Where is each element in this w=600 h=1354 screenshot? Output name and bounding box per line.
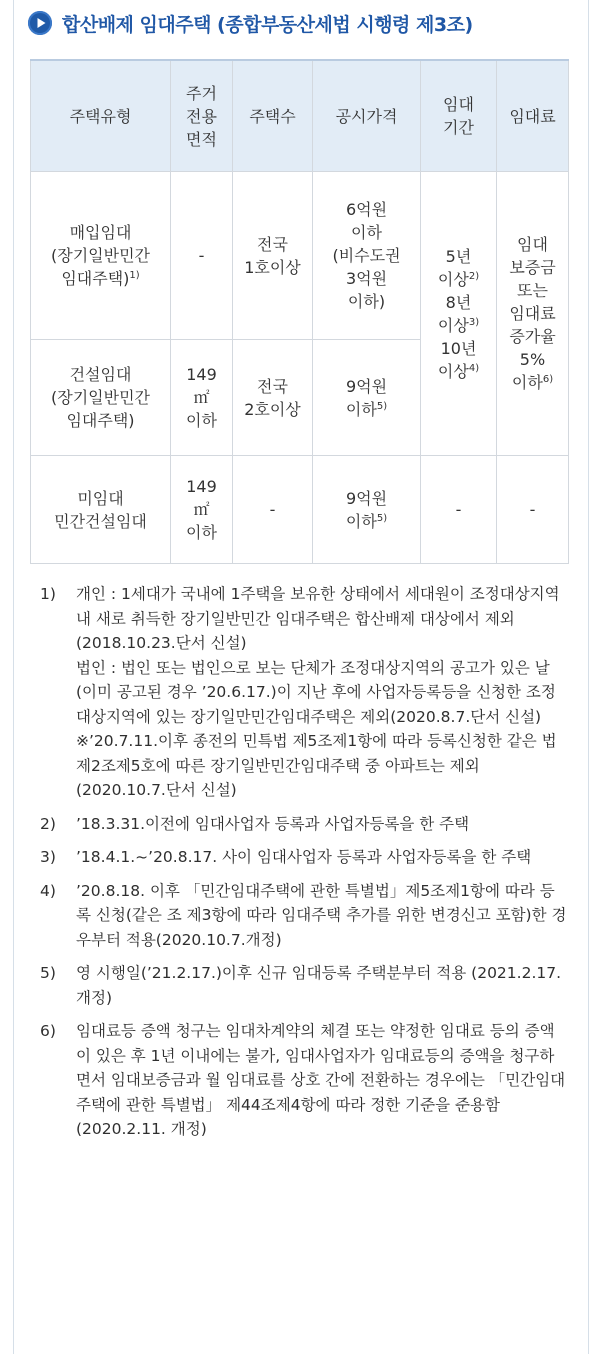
table-row bbox=[31, 172, 569, 340]
footnote-paragraph: ※’20.7.11.이후 종전의 민특법 제5조제1항에 따라 등록신청한 같은 법 제2조제5호에 따른 장기일반민간임대주택 중 아파트는 제외(2020.10.7.단서 신설) bbox=[76, 732, 557, 799]
footnote-text bbox=[76, 845, 568, 870]
cell-count: 전국 2호이상 bbox=[233, 340, 313, 456]
period-line: 8년 bbox=[445, 292, 472, 312]
play-circle-icon bbox=[28, 11, 52, 35]
footnote-paragraph: 영 시행일(’21.2.17.)이후 신규 임대등록 주택분부터 적용 (2021.2.17.개정) bbox=[76, 964, 562, 1007]
cell-price: 6억원 이하 (비수도권 3억원 이하) bbox=[313, 172, 421, 340]
footnote-paragraph: 임대료등 증액 청구는 임대차계약의 체결 또는 약정한 임대료 등의 증액이 있은 후 1년 이내에는 불가, 임대사업자가 임대료등의 증액을 청구하면서 임대보증금과 월 임대료를 상호 간에 전환하는 경우에는 「민간임대주택에 관한 특별법」 제44조제4항에 따라 정한 기준을 준용함(2020.2.11. 개정) bbox=[76, 1022, 566, 1138]
period-line: 이상$^{3)}$ bbox=[437, 315, 480, 335]
footnote-item bbox=[40, 845, 568, 870]
period-line: 10년 bbox=[440, 338, 477, 358]
footnote-text bbox=[76, 961, 568, 1010]
footnote-text bbox=[76, 582, 568, 803]
footnote-number: 1) bbox=[40, 585, 56, 603]
cell-price: 9억원 이하$^{5)}$ bbox=[313, 340, 421, 456]
footnote-number: 5) bbox=[40, 964, 56, 982]
section-title: 합산배제 임대주택 (종합부동산세법 시행령 제3조) bbox=[62, 13, 473, 36]
table-header-row bbox=[31, 60, 569, 172]
period-line: 이상$^{2)}$ bbox=[437, 269, 480, 289]
footnote-text bbox=[76, 1019, 568, 1142]
footnote-item bbox=[40, 879, 568, 953]
cell-area: - bbox=[171, 172, 233, 340]
footnotes bbox=[40, 582, 568, 1151]
header-house-count: 주택수 bbox=[233, 60, 313, 172]
cell-period-merged bbox=[421, 172, 497, 456]
header-rent: 임대료 bbox=[497, 60, 569, 172]
footnote-item bbox=[40, 582, 568, 803]
header-price: 공시가격 bbox=[313, 60, 421, 172]
period-line: 5년 bbox=[445, 246, 472, 266]
table-row bbox=[31, 456, 569, 564]
section-header bbox=[28, 6, 473, 40]
header-housing-type: 주택유형 bbox=[31, 60, 171, 172]
cell-rent: - bbox=[497, 456, 569, 564]
footnote-paragraph: ’18.3.31.이전에 임대사업자 등록과 사업자등록을 한 주택 bbox=[76, 814, 470, 833]
rental-housing-table bbox=[30, 59, 569, 564]
footnote-text bbox=[76, 879, 568, 953]
footnote-item bbox=[40, 961, 568, 1010]
cell-rent-merged: 임대 보증금 또는 임대료 증가율 5% 이하$^{6)}$ bbox=[497, 172, 569, 456]
period-line: 이상$^{4)}$ bbox=[437, 361, 480, 381]
footnote-paragraph: ’20.8.18. 이후 「민간임대주택에 관한 특별법」제5조제1항에 따라 등록 신청(같은 조 제3항에 따라 임대주택 추가를 위한 변경신고 포함)한 경우부터 적용(2020.10.7.개정) bbox=[76, 881, 567, 949]
footnote-item bbox=[40, 812, 568, 837]
cell-type: 미임대 민간건설임대 bbox=[31, 456, 171, 564]
footnote-number: 4) bbox=[40, 881, 56, 900]
footnote-number: 6) bbox=[40, 1022, 56, 1040]
cell-area: 149 ㎡ 이하 bbox=[171, 456, 233, 564]
header-area: 주거 전용 면적 bbox=[171, 60, 233, 172]
header-period: 임대 기간 bbox=[421, 60, 497, 172]
footnote-text bbox=[76, 812, 568, 837]
cell-type: 건설임대 (장기일반민간 임대주택) bbox=[31, 340, 171, 456]
cell-count: - bbox=[233, 456, 313, 564]
footnote-paragraph: 개인 : 1세대가 국내에 1주택을 보유한 상태에서 세대원이 조정대상지역 내 새로 취득한 장기일반민간 임대주택은 합산배제 대상에서 제외(2018.10.23.단서 신설) bbox=[76, 585, 560, 652]
cell-area: 149 ㎡ 이하 bbox=[171, 340, 233, 456]
cell-period: - bbox=[421, 456, 497, 564]
footnote-paragraph: 법인 : 법인 또는 법인으로 보는 단체가 조정대상지역의 공고가 있은 날(이미 공고된 경우 ’20.6.17.)이 지난 후에 사업자등록등을 신청한 조정대상지역에 있는 장기일만민간임대주택은 제외(2020.8.7.단서 신설) bbox=[76, 658, 556, 726]
cell-count: 전국 1호이상 bbox=[233, 172, 313, 340]
cell-type: 매입임대 (장기일반민간 임대주택)$^{1)}$ bbox=[31, 172, 171, 340]
footnote-number: 2) bbox=[40, 814, 56, 833]
footnote-item bbox=[40, 1019, 568, 1142]
footnote-number: 3) bbox=[40, 848, 56, 866]
cell-price: 9억원 이하$^{5)}$ bbox=[313, 456, 421, 564]
footnote-paragraph: ’18.4.1.~’20.8.17. 사이 임대사업자 등록과 사업자등록을 한 주택 bbox=[76, 848, 532, 866]
